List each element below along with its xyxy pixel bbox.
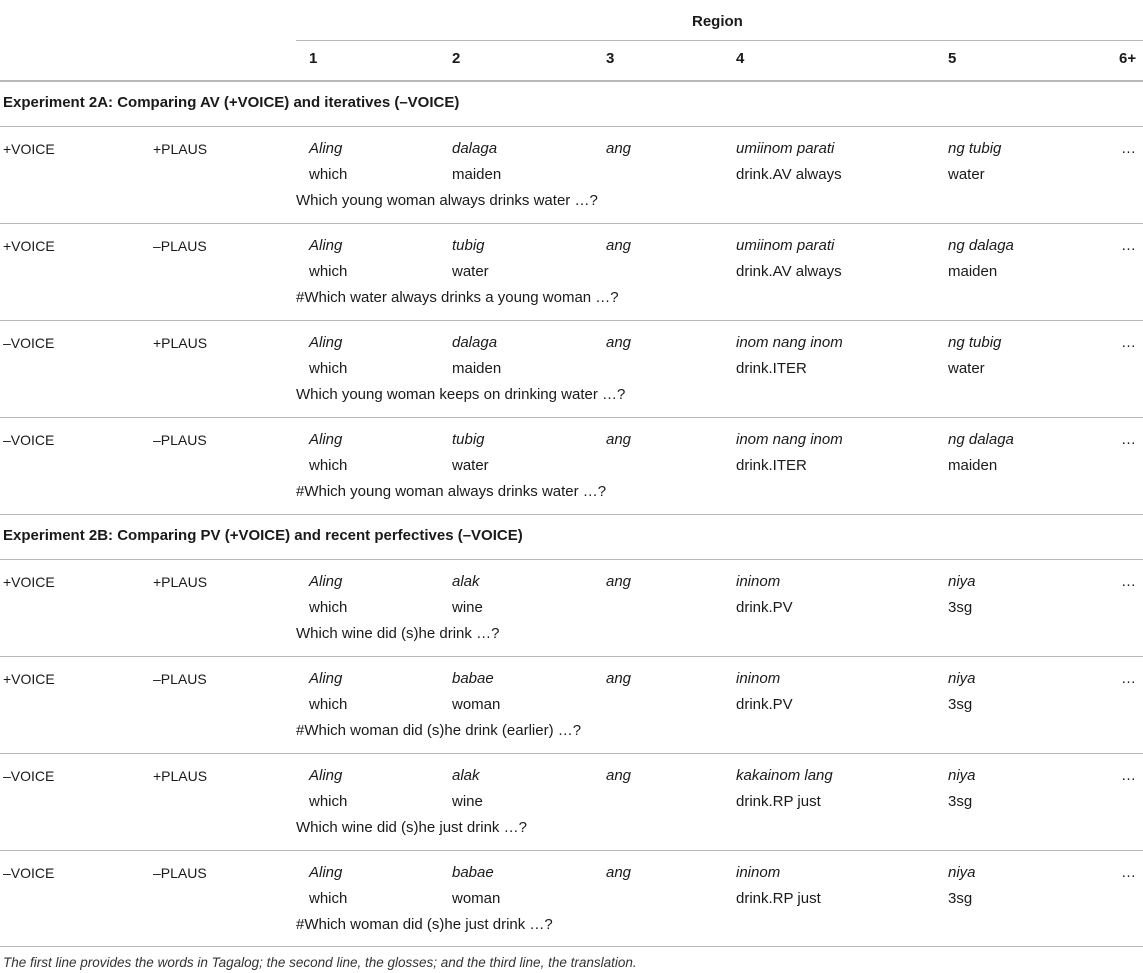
gloss-region-4: drink.RP just xyxy=(736,793,821,810)
gloss-region-2: water xyxy=(452,457,489,474)
gloss-region-1: which xyxy=(309,599,348,616)
gloss-region-1: which xyxy=(309,696,348,713)
row-divider xyxy=(0,223,1143,224)
continuation-ellipsis: … xyxy=(1121,431,1136,448)
tagalog-word-region-1: Aling xyxy=(309,767,343,784)
voice-condition: –VOICE xyxy=(3,335,55,351)
tagalog-word-region-3: ang xyxy=(606,237,632,254)
tagalog-word-region-2: dalaga xyxy=(452,334,498,351)
row-divider xyxy=(0,320,1143,321)
section-title: Experiment 2B: Comparing PV (+VOICE) and recent perfectives (–VOICE) xyxy=(3,527,523,544)
tagalog-word-region-1: Aling xyxy=(309,573,343,590)
continuation-ellipsis: … xyxy=(1121,864,1136,881)
gloss-region-1: which xyxy=(309,263,348,280)
plausibility-condition: –PLAUS xyxy=(153,238,207,254)
tagalog-word-region-4: inom nang inom xyxy=(736,334,843,351)
column-header-1: 1 xyxy=(309,50,318,67)
tagalog-word-region-5: niya xyxy=(948,670,976,687)
row-divider xyxy=(0,126,1143,127)
plausibility-condition: –PLAUS xyxy=(153,432,207,448)
plausibility-condition: +PLAUS xyxy=(153,574,208,590)
row-divider xyxy=(0,656,1143,657)
tagalog-word-region-2: tubig xyxy=(452,237,485,254)
gloss-region-5: maiden xyxy=(948,457,998,474)
tagalog-word-region-1: Aling xyxy=(309,431,343,448)
tagalog-word-region-4: ininom xyxy=(736,864,781,881)
plausibility-condition: +PLAUS xyxy=(153,768,208,784)
gloss-region-2: wine xyxy=(452,599,483,616)
tagalog-word-region-4: inom nang inom xyxy=(736,431,843,448)
tagalog-word-region-1: Aling xyxy=(309,670,343,687)
tagalog-word-region-3: ang xyxy=(606,334,632,351)
translation: #Which water always drinks a young woman …? xyxy=(296,289,619,306)
gloss-region-4: drink.PV xyxy=(736,696,793,713)
tagalog-word-region-1: Aling xyxy=(309,237,343,254)
continuation-ellipsis: … xyxy=(1121,140,1136,157)
section-title: Experiment 2A: Comparing AV (+VOICE) and iteratives (–VOICE) xyxy=(3,94,460,111)
tagalog-word-region-4: kakainom lang xyxy=(736,767,833,784)
gloss-region-1: which xyxy=(309,360,348,377)
gloss-region-4: drink.RP just xyxy=(736,890,821,907)
translation: Which young woman always drinks water …? xyxy=(296,192,598,209)
tagalog-word-region-5: ng tubig xyxy=(948,334,1002,351)
tagalog-word-region-4: umiinom parati xyxy=(736,140,835,157)
tagalog-word-region-2: babae xyxy=(452,670,494,687)
gloss-region-2: woman xyxy=(452,696,501,713)
tagalog-word-region-5: ng dalaga xyxy=(948,237,1014,254)
tagalog-word-region-5: ng dalaga xyxy=(948,431,1014,448)
voice-condition: +VOICE xyxy=(3,141,55,157)
gloss-region-1: which xyxy=(309,890,348,907)
gloss-region-5: 3sg xyxy=(948,696,973,713)
row-divider xyxy=(0,417,1143,418)
tagalog-word-region-1: Aling xyxy=(309,334,343,351)
translation: Which young woman keeps on drinking water …? xyxy=(296,386,626,403)
continuation-ellipsis: … xyxy=(1121,670,1136,687)
translation: Which wine did (s)he just drink …? xyxy=(296,819,527,836)
table-footnote: The first line provides the words in Tagalog; the second line, the glosses; and the third line, the translation. xyxy=(3,955,637,970)
plausibility-condition: –PLAUS xyxy=(153,671,207,687)
voice-condition: +VOICE xyxy=(3,574,55,590)
gloss-region-2: maiden xyxy=(452,166,502,183)
column-header-6plus: 6+ xyxy=(1119,50,1137,67)
tagalog-word-region-2: babae xyxy=(452,864,494,881)
continuation-ellipsis: … xyxy=(1121,237,1136,254)
tagalog-word-region-5: niya xyxy=(948,767,976,784)
column-header-2: 2 xyxy=(452,50,461,67)
tagalog-word-region-3: ang xyxy=(606,573,632,590)
tagalog-word-region-2: alak xyxy=(452,767,480,784)
translation: Which wine did (s)he drink …? xyxy=(296,625,500,642)
column-header-4: 4 xyxy=(736,50,745,67)
tagalog-word-region-3: ang xyxy=(606,670,632,687)
region-divider xyxy=(296,40,1143,41)
plausibility-condition: +PLAUS xyxy=(153,141,208,157)
gloss-region-5: water xyxy=(948,166,985,183)
tagalog-word-region-4: umiinom parati xyxy=(736,237,835,254)
gloss-region-2: woman xyxy=(452,890,501,907)
tagalog-word-region-1: Aling xyxy=(309,140,343,157)
tagalog-word-region-3: ang xyxy=(606,140,632,157)
column-header-3: 3 xyxy=(606,50,615,67)
tagalog-word-region-5: niya xyxy=(948,573,976,590)
tagalog-word-region-1: Aling xyxy=(309,864,343,881)
gloss-region-2: maiden xyxy=(452,360,502,377)
gloss-region-2: water xyxy=(452,263,489,280)
column-header-5: 5 xyxy=(948,50,957,67)
continuation-ellipsis: … xyxy=(1121,334,1136,351)
voice-condition: +VOICE xyxy=(3,238,55,254)
gloss-region-4: drink.ITER xyxy=(736,457,807,474)
gloss-region-5: 3sg xyxy=(948,890,973,907)
tagalog-word-region-3: ang xyxy=(606,431,632,448)
tagalog-word-region-2: dalaga xyxy=(452,140,498,157)
gloss-region-4: drink.AV always xyxy=(736,263,842,280)
gloss-region-2: wine xyxy=(452,793,483,810)
section-divider xyxy=(0,514,1143,515)
gloss-region-1: which xyxy=(309,793,348,810)
row-divider xyxy=(0,753,1143,754)
gloss-region-4: drink.ITER xyxy=(736,360,807,377)
translation: #Which woman did (s)he drink (earlier) …? xyxy=(296,722,582,739)
gloss-region-5: water xyxy=(948,360,985,377)
tagalog-word-region-2: tubig xyxy=(452,431,485,448)
gloss-region-1: which xyxy=(309,166,348,183)
tagalog-word-region-5: ng tubig xyxy=(948,140,1002,157)
voice-condition: –VOICE xyxy=(3,865,55,881)
translation: #Which young woman always drinks water …? xyxy=(296,483,607,500)
voice-condition: +VOICE xyxy=(3,671,55,687)
voice-condition: –VOICE xyxy=(3,768,55,784)
tagalog-word-region-2: alak xyxy=(452,573,480,590)
gloss-region-4: drink.AV always xyxy=(736,166,842,183)
tagalog-word-region-4: ininom xyxy=(736,670,781,687)
continuation-ellipsis: … xyxy=(1121,573,1136,590)
plausibility-condition: –PLAUS xyxy=(153,865,207,881)
gloss-region-5: 3sg xyxy=(948,599,973,616)
gloss-region-4: drink.PV xyxy=(736,599,793,616)
section-divider xyxy=(0,81,1143,82)
voice-condition: –VOICE xyxy=(3,432,55,448)
tagalog-word-region-3: ang xyxy=(606,767,632,784)
row-divider xyxy=(0,559,1143,560)
tagalog-word-region-5: niya xyxy=(948,864,976,881)
region-header: Region xyxy=(692,13,743,30)
gloss-region-5: 3sg xyxy=(948,793,973,810)
gloss-region-5: maiden xyxy=(948,263,998,280)
tagalog-word-region-3: ang xyxy=(606,864,632,881)
table-bottom-border xyxy=(0,946,1143,947)
row-divider xyxy=(0,850,1143,851)
continuation-ellipsis: … xyxy=(1121,767,1136,784)
plausibility-condition: +PLAUS xyxy=(153,335,208,351)
tagalog-word-region-4: ininom xyxy=(736,573,781,590)
translation: #Which woman did (s)he just drink …? xyxy=(296,916,553,933)
gloss-region-1: which xyxy=(309,457,348,474)
